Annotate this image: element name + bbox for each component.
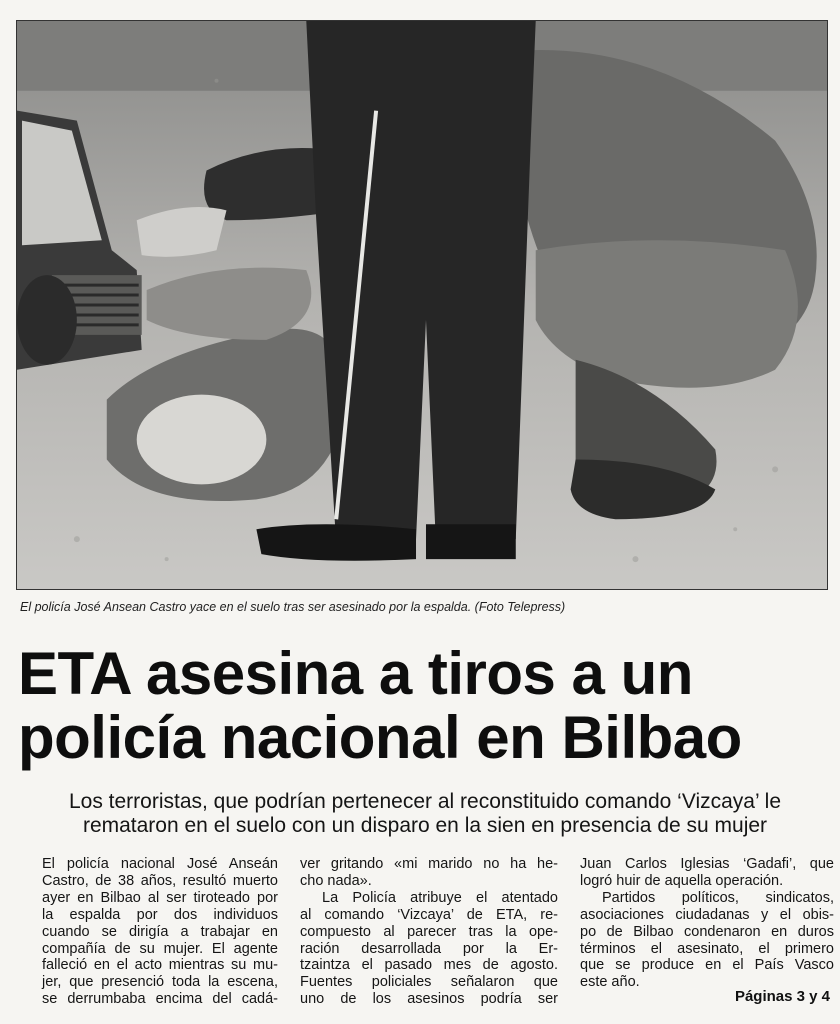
paragraph-2-continued xyxy=(580,856,834,890)
article-column-3 xyxy=(580,856,834,991)
text-line: uno de los asesinos podría ser xyxy=(300,991,558,1008)
article-column-2 xyxy=(300,856,558,1008)
text-line: asociaciones ciudadanas y el obis- xyxy=(580,906,834,923)
text-line: términos el asesinato, el primero xyxy=(580,940,834,957)
text-line: tzaintza el pasado mes de agosto. xyxy=(300,957,558,974)
text-line: este año. xyxy=(580,974,640,991)
text-line: al comando ‘Vizcaya’ de ETA, re- xyxy=(300,906,558,923)
text-line: ver gritando «mi marido no ha he- xyxy=(300,856,558,872)
subheadline xyxy=(20,790,830,838)
text-line: jer, que presenció toda la escena, xyxy=(42,974,278,991)
text-line: la espalda por dos individuos xyxy=(42,906,278,923)
text-line: compuesto al parecer tras la ope- xyxy=(300,923,558,940)
text-line: falleció en el acto mientras su mu- xyxy=(42,957,278,974)
text-line: po de Bilbao condenaron en duros xyxy=(580,923,834,940)
subheadline-line-2: remataron en el suelo con un disparo en la sien en presencia de su mujer xyxy=(82,814,768,837)
article-column-1 xyxy=(20,856,278,1008)
text-line: ayer en Bilbao al ser tiroteado por xyxy=(42,889,278,906)
text-line: cho nada». xyxy=(300,872,372,889)
text-line: cuando se dirigía a trabajar en xyxy=(42,923,278,940)
paragraph-1 xyxy=(20,856,278,1008)
paragraph-1-continued xyxy=(300,856,558,890)
text-line: Castro, de 38 años, resultó muerto xyxy=(42,872,278,889)
headline-line-2: policía nacional en Bilbao xyxy=(18,704,742,771)
text-line: que se produce en el País Vasco xyxy=(580,957,834,974)
text-line: Juan Carlos Iglesias ‘Gadafi’, que xyxy=(580,856,834,872)
text-line: compañía de su mujer. El agente xyxy=(42,940,278,957)
text-line: La Policía atribuye el atentado xyxy=(322,889,558,906)
photo-illustration xyxy=(17,21,827,589)
text-line: Partidos políticos, sindicatos, xyxy=(602,889,834,906)
photo-caption: El policía José Ansean Castro yace en el suelo tras ser asesinado por la espalda. (Foto Telepress) xyxy=(20,600,566,614)
paragraph-3 xyxy=(580,890,834,991)
subheadline-line-1: Los terroristas, que podrían pertenecer al reconstituido comando ‘Vizcaya’ le xyxy=(68,790,782,813)
text-line: El policía nacional José Anseán xyxy=(42,856,278,872)
news-photo xyxy=(16,20,828,590)
headline xyxy=(18,642,828,770)
paragraph-2 xyxy=(300,890,558,1008)
page-reference: Páginas 3 y 4 xyxy=(734,988,830,1005)
text-line: se derrumbaba encima del cadá- xyxy=(42,991,278,1008)
headline-line-1: ETA asesina a tiros a un xyxy=(18,640,693,707)
text-line: ración desarrollada por la Er- xyxy=(300,940,558,957)
text-line: Fuentes policiales señalaron que xyxy=(300,974,558,991)
text-line: logró huir de aquella operación. xyxy=(580,872,784,889)
